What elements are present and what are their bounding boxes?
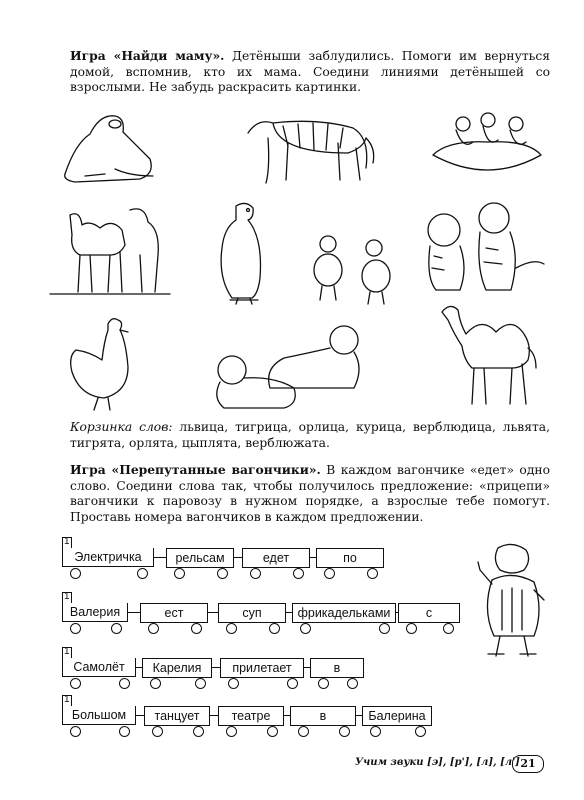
wheel-icon (324, 568, 335, 579)
wheel-icon (367, 568, 378, 579)
wagon-word: фрикадельками (292, 603, 396, 623)
lion-cubs-drawing (204, 318, 370, 414)
wheel-icon (217, 568, 228, 579)
tiger-cubs-drawing (416, 198, 546, 294)
coupler (154, 557, 166, 558)
wheel-icon (339, 726, 350, 737)
word-basket-label: Корзинка слов: (70, 420, 173, 434)
coupler (286, 612, 292, 613)
lioness-drawing (55, 104, 160, 186)
wheel-icon (226, 726, 237, 737)
coupler (310, 557, 316, 558)
train-3-wagon-3[interactable] (220, 650, 304, 674)
train-2-wagon-3[interactable] (218, 595, 286, 619)
coupler (396, 612, 398, 613)
eagle-drawing (208, 198, 280, 308)
wheel-icon (70, 568, 81, 579)
train-2-wagon-5[interactable] (398, 595, 460, 619)
tiger-drawing (238, 108, 378, 188)
wagon-word: едет (242, 548, 310, 568)
wagon-number: 1 (64, 694, 70, 705)
train-4-wagon-4[interactable] (290, 698, 356, 722)
wagon-word: Балерина (362, 706, 432, 726)
train-1-wagon-3[interactable] (242, 540, 310, 564)
coupler (136, 715, 144, 716)
coupler (212, 667, 220, 668)
wagon-word: танцует (144, 706, 210, 726)
cartoon-character-drawing (472, 540, 552, 660)
wheel-icon (119, 726, 130, 737)
wheel-icon (193, 726, 204, 737)
wheel-icon (379, 623, 390, 634)
wheel-icon (195, 678, 206, 689)
camels-drawing (50, 200, 170, 300)
wagon-word: Самолёт (62, 658, 136, 677)
wagon-word: прилетает (220, 658, 304, 678)
coupler (356, 715, 362, 716)
train-2 (62, 591, 462, 635)
word-basket-words: львица, тигрица, орлица, курица, верблюдица, львята, тигрята, орлята, цыплята, верблюжата. (70, 420, 550, 450)
wheel-icon (250, 568, 261, 579)
wagon-word: в (290, 706, 356, 726)
hen-drawing (62, 312, 140, 412)
wagon-word: театре (218, 706, 284, 726)
train-4-wagon-5[interactable] (362, 698, 432, 722)
wagon-word: ест (140, 603, 208, 623)
wagon-word: Электричка (62, 548, 154, 567)
train-2-wagon-2[interactable] (140, 595, 208, 619)
train-1 (62, 536, 392, 580)
task-find-mom (70, 48, 550, 96)
coupler (284, 715, 290, 716)
task-mixed-wagons-title: Игра «Перепутанные вагончики». (70, 462, 321, 477)
wheel-icon (119, 678, 130, 689)
wheel-icon (70, 623, 81, 634)
train-1-locomotive[interactable] (62, 536, 154, 564)
wheel-icon (347, 678, 358, 689)
task-mixed-wagons-text: В каждом вагончике «едет» одно слово. Соедини слова так, чтобы получилось предложение: «прицепи» вагончики к паровозу в нужном порядке, а взрослые тебе помогут. Проставь номера вагончиков в каждом предложении. (70, 463, 550, 524)
coupler (304, 667, 310, 668)
camel-drawing (432, 298, 542, 410)
wheel-icon (318, 678, 329, 689)
train-4 (62, 694, 442, 738)
wheel-icon (226, 623, 237, 634)
wheel-icon (298, 726, 309, 737)
wagon-word: в (310, 658, 364, 678)
wheel-icon (293, 568, 304, 579)
train-3-locomotive[interactable] (62, 646, 136, 674)
wheel-icon (70, 678, 81, 689)
chicks-drawing (300, 222, 400, 306)
eaglets-in-nest-drawing (428, 110, 546, 180)
wagon-number: 1 (64, 536, 70, 547)
page-footer: Учим звуки [э], [р'], [л], [л'] (355, 757, 520, 768)
wheel-icon (152, 726, 163, 737)
wagon-word: с (398, 603, 460, 623)
wagon-word: рельсам (166, 548, 234, 568)
train-3 (62, 646, 372, 690)
train-3-wagon-2[interactable] (142, 650, 212, 674)
word-basket (70, 420, 550, 451)
wheel-icon (415, 726, 426, 737)
coupler (208, 612, 218, 613)
wheel-icon (191, 623, 202, 634)
coupler (136, 667, 142, 668)
coupler (128, 612, 140, 613)
train-4-locomotive[interactable] (62, 694, 136, 722)
wheel-icon (137, 568, 148, 579)
train-4-wagon-2[interactable] (144, 698, 210, 722)
train-2-locomotive[interactable] (62, 591, 128, 619)
wagon-word: по (316, 548, 384, 568)
train-1-wagon-2[interactable] (166, 540, 234, 564)
wagon-number: 1 (64, 591, 70, 602)
wheel-icon (111, 623, 122, 634)
wagon-word: Валерия (62, 603, 128, 622)
wheel-icon (287, 678, 298, 689)
wheel-icon (406, 623, 417, 634)
page-number: 21 (512, 755, 544, 773)
wagon-word: Карелия (142, 658, 212, 678)
wheel-icon (267, 726, 278, 737)
task-find-mom-text: Детёныши заблудились. Помоги им вернуться домой, вспомнив, кто их мама. Соедини линиями детёнышей со взрослыми. Не забудь раскрасить картинки. (70, 49, 551, 94)
wagon-number: 1 (64, 646, 70, 657)
train-1-wagon-4[interactable] (316, 540, 384, 564)
wheel-icon (150, 678, 161, 689)
wheel-icon (269, 623, 280, 634)
wheel-icon (228, 678, 239, 689)
wheel-icon (443, 623, 454, 634)
task-mixed-wagons (70, 462, 550, 525)
wagon-word: суп (218, 603, 286, 623)
task-find-mom-title: Игра «Найди маму». (70, 48, 225, 63)
wagon-word: Большом (62, 706, 136, 725)
train-2-wagon-4[interactable] (292, 595, 396, 619)
train-4-wagon-3[interactable] (218, 698, 284, 722)
wheel-icon (370, 726, 381, 737)
coupler (234, 557, 242, 558)
wheel-icon (174, 568, 185, 579)
wheel-icon (148, 623, 159, 634)
train-3-wagon-4[interactable] (310, 650, 364, 674)
wheel-icon (70, 726, 81, 737)
coupler (210, 715, 218, 716)
wheel-icon (300, 623, 311, 634)
